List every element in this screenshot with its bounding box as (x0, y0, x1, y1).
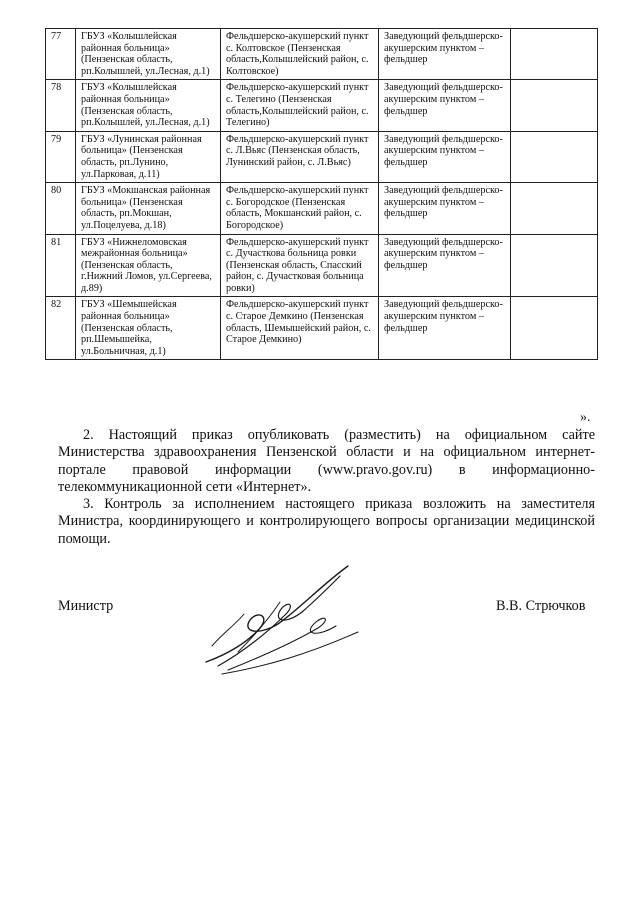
closing-quote: ». (580, 410, 591, 425)
institution-cell: ГБУЗ «Лунинская районная больница» (Пензенская область, рп.Лунино, ул.Парковая, д.11) (76, 131, 221, 182)
unit-cell: Фельдшерско-акушерский пункт с. Богородское (Пензенская область, Мокшанский район, с. Богородское) (221, 183, 379, 234)
position-cell: Заведующий фельдшерско-акушерским пунктом – фельдшер (379, 234, 511, 297)
row-number: 78 (46, 80, 76, 131)
table-row (46, 234, 598, 297)
signatory-name: В.В. Стрючков (496, 598, 586, 614)
position-cell: Заведующий фельдшерско-акушерским пунктом – фельдшер (379, 297, 511, 360)
position-cell: Заведующий фельдшерско-акушерским пунктом – фельдшер (379, 183, 511, 234)
position-cell: Заведующий фельдшерско-акушерским пунктом – фельдшер (379, 131, 511, 182)
table-row (46, 80, 598, 131)
unit-cell: Фельдшерско-акушерский пункт с. Колтовское (Пензенская область,Колышлейский район, с. Колтовское) (221, 29, 379, 80)
extra-cell (511, 80, 598, 131)
position-cell: Заведующий фельдшерско-акушерским пунктом – фельдшер (379, 29, 511, 80)
table-row (46, 29, 598, 80)
row-number: 81 (46, 234, 76, 297)
unit-cell: Фельдшерско-акушерский пункт с. Телегино (Пензенская область,Колышлейский район, с. Телегино) (221, 80, 379, 131)
institution-cell: ГБУЗ «Мокшанская районная больница» (Пензенская область, рп.Мокшан, ул.Поцелуева, д.18) (76, 183, 221, 234)
row-number: 82 (46, 297, 76, 360)
position-cell: Заведующий фельдшерско-акушерским пунктом – фельдшер (379, 80, 511, 131)
signatory-title: Министр (58, 598, 114, 614)
row-number: 80 (46, 183, 76, 234)
row-number: 79 (46, 131, 76, 182)
institution-cell: ГБУЗ «Нижнеломовская межрайонная больница» (Пензенская область, г.Нижний Ломов, ул.Сергеева, д.89) (76, 234, 221, 297)
row-number: 77 (46, 29, 76, 80)
extra-cell (511, 297, 598, 360)
table-row (46, 297, 598, 360)
table-row (46, 183, 598, 234)
unit-cell: Фельдшерско-акушерский пункт с. Дучасткова больница ровки (Пензенская область, Спасский район, с. Дучастковая больница ровки) (221, 234, 379, 297)
extra-cell (511, 29, 598, 80)
handwritten-signature (198, 562, 373, 677)
unit-cell: Фельдшерско-акушерский пункт с. Старое Демкино (Пензенская область, Шемышейский район, с. Старое Демкино) (221, 297, 379, 360)
institution-cell: ГБУЗ «Колышлейская районная больница» (Пензенская область, рп.Колышлей, ул.Лесная, д.1) (76, 80, 221, 131)
unit-cell: Фельдшерско-акушерский пункт с. Л.Вьяс (Пензенская область, Лунинский район, с. Л.Вьяс) (221, 131, 379, 182)
extra-cell (511, 234, 598, 297)
paragraph-publication: 2. Настоящий приказ опубликовать (разместить) на официальном сайте Министерства здравоохранения Пензенской области и на официальном интернет-портале правовой информации (www.pravo.gov.ru) в информационно-телекоммуникационной сети «Интернет». (58, 427, 595, 495)
paragraph-control: 3. Контроль за исполнением настоящего приказа возложить на заместителя Министра, координирующего и контролирующего вопросы организации медицинской помощи. (58, 496, 595, 547)
registry-table (45, 28, 598, 360)
institution-cell: ГБУЗ «Колышлейская районная больница» (Пензенская область, рп.Колышлей, ул.Лесная, д.1) (76, 29, 221, 80)
extra-cell (511, 183, 598, 234)
extra-cell (511, 131, 598, 182)
institution-cell: ГБУЗ «Шемышейская районная больница» (Пензенская область, рп.Шемышейка, ул.Больничная, д.1) (76, 297, 221, 360)
table-row (46, 131, 598, 182)
